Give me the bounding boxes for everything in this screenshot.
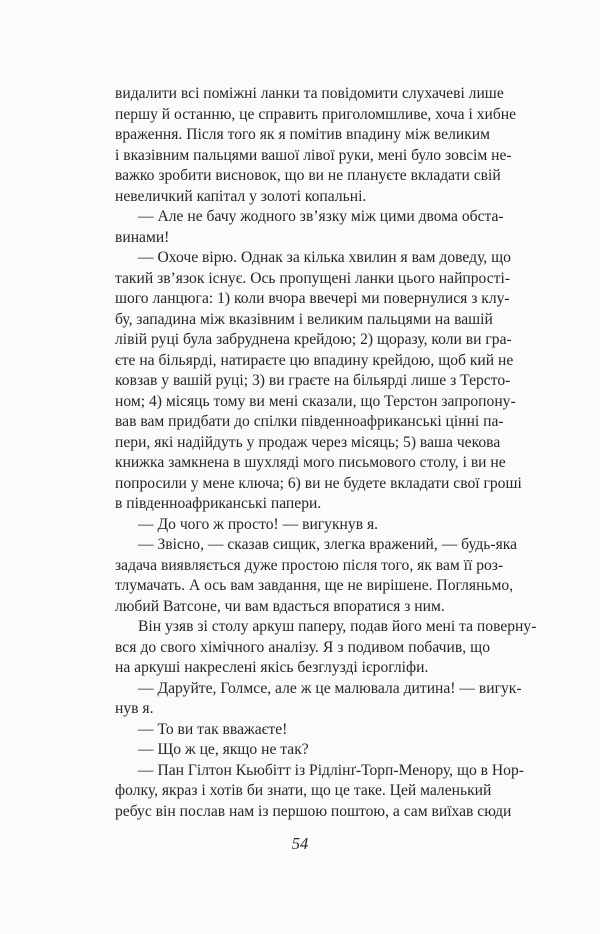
text-line-content: книжка замкнена в шухляді мого письмового столу, і ви не (115, 454, 506, 471)
text-line-content: — То ви так вважаєте! (138, 720, 288, 738)
text-line (115, 699, 490, 720)
text-line (115, 412, 504, 433)
text-line-content: — Даруйте, Голмсе, але ж це малювала дитина! — вигук- (138, 679, 522, 697)
text-line-content: любий Ватсоне, чи вам вдасться впоратися з ним. (115, 597, 445, 615)
text-line-content: видалити всі поміжні ланки та повідомити слухачеві лише (115, 85, 504, 102)
text-line (115, 166, 501, 187)
text-line-content: вся до свого хімічного аналізу. Я з подивом побачив, що (115, 638, 490, 656)
text-line (115, 720, 490, 741)
text-line (115, 740, 490, 761)
text-line-content: ковзав у вашій руці; 3) ви граєте на більярді лише з Терсто- (115, 372, 511, 389)
text-line (115, 679, 522, 700)
text-line (115, 125, 490, 146)
text-line (115, 330, 512, 351)
text-line (115, 433, 501, 454)
text-line-content: — Пан Гілтон Кьюбітт із Рідлінґ-Торп-Менору, що в Нор- (138, 761, 524, 779)
text-line-content: нув я. (115, 700, 154, 717)
text-line-content: вав вам придбати до спілки південноафриканські цінні па- (115, 413, 504, 430)
text-line-content: ном; 4) місяць тому ви мені сказали, що Терстон запропону- (115, 392, 516, 410)
text-line-content: першу й останню, це справить приголомшливе, хоча і хибне (115, 105, 517, 123)
text-line (115, 781, 490, 802)
text-line (115, 658, 490, 679)
text-line-content: враження. Після того як я помітив впадину між великим (115, 126, 490, 143)
text-line (115, 371, 511, 392)
text-line (115, 535, 518, 556)
text-line-content: фолку, якраз і хотів би знати, що це таке. Цей маленький (115, 782, 492, 799)
text-line-content: лівій руці була забруднена крейдою; 2) щоразу, коли ви гра- (115, 331, 512, 348)
text-line-content: шого ланцюга: 1) коли вчора ввечері ми повернулися з клу- (115, 290, 510, 307)
text-line-content: винами! (115, 228, 170, 246)
text-line-content: — Охоче вірю. Однак за кілька хвилин я вам доведу, що (138, 249, 511, 266)
text-line-content: — До чого ж просто! — вигукнув я. (138, 515, 379, 533)
text-line (115, 84, 504, 105)
text-line (115, 248, 511, 269)
text-line-content: і вказівним пальцями вашої лівої руки, мені було зовсім не- (115, 146, 512, 164)
text-line-content: — Що ж це, якщо не так? (138, 741, 309, 758)
text-line (115, 146, 512, 167)
text-line (115, 597, 490, 618)
text-line-content: пери, які надійдуть у продаж через місяць; 5) ваша чекова (115, 433, 501, 451)
text-line (115, 187, 490, 208)
text-line (115, 289, 510, 310)
page-number: 54 (291, 834, 309, 853)
text-line (115, 392, 516, 413)
text-line (115, 802, 512, 823)
text-line-content: тлумачать. А ось вам завдання, ще не вирішене. Погляньмо, (115, 577, 514, 594)
text-line-content: попросили у мене ключа; 6) ви не будете вкладати свої гроші (115, 474, 522, 492)
text-line (115, 351, 514, 372)
text-line (115, 761, 524, 782)
text-line-content: Він узяв зі столу аркуш паперу, подав його мені та поверну- (138, 618, 537, 635)
text-line (115, 207, 504, 228)
text-line-content: ребус він послав нам із першою поштою, а сам виїхав сюди (115, 802, 512, 820)
text-line-content: єте на більярді, натираєте цю впадину крейдою, щоб кий не (115, 351, 514, 369)
text-line (115, 105, 517, 126)
text-line (115, 474, 522, 495)
text-line (115, 617, 537, 638)
text-line-content: важко зробити висновок, що ви не плануєте вкладати свій (115, 167, 501, 184)
text-line (115, 269, 511, 290)
text-line-content: бу, западина між вказівним і великим пальцями на вашій (115, 310, 493, 328)
text-line-content: задача виявляється дуже простою після того, як вам її роз- (115, 556, 504, 574)
text-line (115, 310, 493, 331)
text-line (115, 556, 504, 577)
text-line-content: — Але не бачу жодного зв’язку між цими двома обста- (138, 208, 504, 225)
text-line (115, 228, 490, 249)
text-line (115, 576, 514, 597)
text-line-content: такий зв’язок існує. Ось пропущені ланки цього найпрості- (115, 269, 511, 287)
text-line (115, 515, 490, 536)
text-line-content: в південноафриканські папери. (115, 495, 322, 512)
text-line-content: на аркуші накреслені якісь безглузді ієрогліфи. (115, 659, 429, 676)
text-line (115, 638, 490, 659)
text-line (115, 494, 490, 515)
text-line (115, 453, 506, 474)
text-line-content: невеличкий капітал у золоті копальні. (115, 187, 367, 205)
text-line-content: — Звісно, — сказав сищик, злегка вражений, — будь-яка (138, 536, 518, 553)
page-body-text (115, 84, 537, 822)
